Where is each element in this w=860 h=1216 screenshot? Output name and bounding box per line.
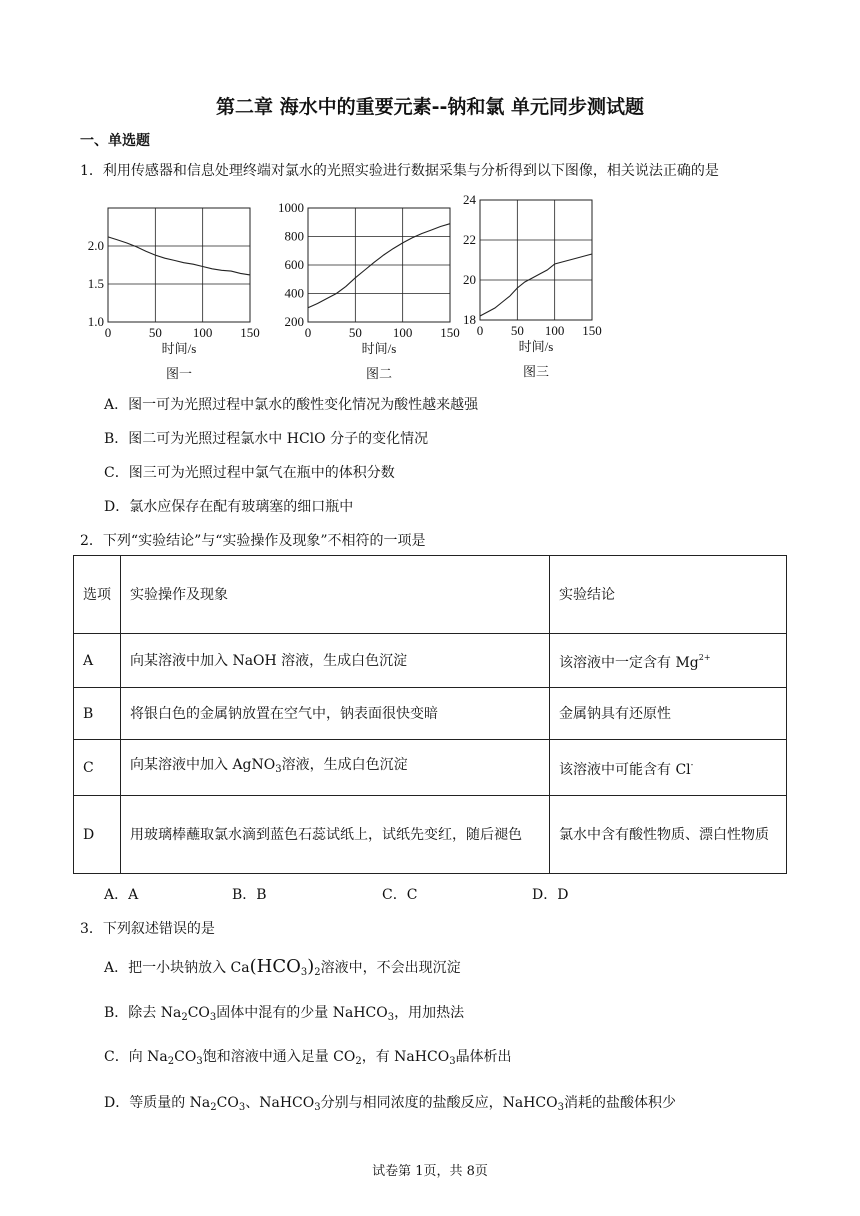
row-b-operation: 将银白色的金属钠放置在空气中，钠表面很快变暗 [121,688,550,740]
table-header-row [74,556,787,634]
q3-option-c[interactable]: C．向 $Na_2CO_3$饱和溶液中通入足量 $CO_2$，有 NaHCO$_3$晶体析出 [104,1049,512,1067]
header-conclusion: 实验结论 [550,556,787,634]
chart-1-ytick: 2.0 [87,238,104,253]
question-1-stem: 1．利用传感器和信息处理终端对氯水的光照实验进行数据采集与分析得到以下图像，相关说法正确的是 [80,163,719,179]
chart-1-xlabel: 时间/s [161,341,197,356]
q2-answer-d[interactable]: D．D [532,887,569,903]
experiment-table [73,555,787,874]
table-row [74,796,787,874]
row-c-operation: 向某溶液中加入 AgNO$_3$溶液，生成白色沉淀 [121,740,550,796]
chart-2-ytick: 600 [284,257,304,272]
chart-1-series-line [108,237,250,275]
q3-option-b[interactable]: B．除去 $Na_2CO_3$固体中混有的少量 NaHCO$_3$，用加热法 [104,1005,465,1023]
chart-2-xtick: 50 [348,325,362,340]
table-row [74,688,787,740]
page-title: 第二章 海水中的重要元素--钠和氯 单元同步测试题 [215,96,644,118]
chart-group [80,190,620,380]
chart-2-caption: 图二 [365,366,393,380]
chart-3-xtick: 100 [544,323,565,338]
chart-3-ytick: 18 [463,312,476,327]
chart-3-xlabel: 时间/s [518,339,554,354]
q3-option-a[interactable]: A．把一小块钠放入 $Ca(HCO_3)_2$溶液中，不会出现沉淀 [104,956,461,978]
table-row [74,740,787,796]
charts-svg [80,190,620,380]
chart-2-xtick: 0 [304,325,312,340]
chart-3-ytick: 20 [463,272,476,287]
section-heading: 一、单选题 [80,133,150,149]
chart-2-ytick: 800 [284,228,304,244]
chart-1-frame [108,208,250,322]
table-row [74,634,787,688]
chart-1-xtick: 100 [192,325,213,340]
chart-3-ytick: 24 [463,192,476,207]
header-option: 选项 [74,556,121,634]
row-b-label: B [74,688,121,740]
q3-option-d[interactable]: D．等质量的 $Na_2CO_3$、NaHCO$_3$分别与相同浓度的盐酸反应，NaHCO$_3$消耗的盐酸体积少 [104,1095,676,1113]
q1-option-b[interactable]: B．图二可为光照过程氯水中 HClO 分子的变化情况 [104,431,429,447]
q2-answer-a[interactable]: A．A [104,887,139,903]
chart-2-xlabel: 时间/s [361,341,397,356]
q1-option-c[interactable]: C．图三可为光照过程中氯气在瓶中的体积分数 [104,465,395,481]
chart-2-xtick: 100 [392,325,413,340]
row-a-label: A [74,634,121,688]
chart-3-xtick: 0 [476,323,484,338]
row-b-conclusion: 金属钠具有还原性 [550,688,787,740]
chart-1-ytick: 1.0 [87,314,104,329]
row-d-label: D [74,796,121,874]
chart-3-ytick: 22 [463,232,476,247]
chart-2-xtick: 150 [440,325,460,340]
chart-3-frame [480,200,592,320]
chart-1-ytick: 1.5 [87,276,104,291]
chart-1-xtick: 0 [104,325,112,340]
chart-2-ytick: 400 [284,285,304,301]
q2-answer-c[interactable]: C．C [382,887,418,903]
row-a-conclusion: 该溶液中一定含有 $Mg^{2+}$ [550,634,787,688]
chart-2-ytick: 200 [284,314,304,329]
row-c-label: C [74,740,121,796]
q1-option-d[interactable]: D．氯水应保存在配有玻璃塞的细口瓶中 [104,499,354,515]
row-c-conclusion: 该溶液中可能含有 Cl- [550,740,787,796]
page-footer: 试卷第 1页，共 8页 [372,1164,488,1179]
question-2-stem: 2．下列“实验结论”与“实验操作及现象”不相符的一项是 [80,533,426,549]
row-a-operation: 向某溶液中加入 NaOH 溶液，生成白色沉淀 [121,634,550,688]
chart-3-caption: 图三 [522,364,550,379]
chart-1-xtick: 150 [240,325,260,340]
chart-2-ytick: 1000 [278,200,304,215]
chart-3-series-line [480,254,592,316]
question-3-stem: 3．下列叙述错误的是 [80,921,215,937]
q2-answer-b[interactable]: B．B [232,887,267,903]
header-operation: 实验操作及现象 [121,556,550,634]
chart-1-xtick: 50 [148,325,162,340]
q1-option-a[interactable]: A．图一可为光照过程中氯水的酸性变化情况为酸性越来越强 [104,397,479,413]
chart-3-xtick: 150 [582,323,602,338]
chart-1-caption: 图一 [165,366,193,380]
chart-3-xtick: 50 [510,323,524,338]
row-d-conclusion: 氯水中含有酸性物质、漂白性物质 [550,796,787,874]
row-d-operation: 用玻璃棒蘸取氯水滴到蓝色石蕊试纸上，试纸先变红，随后褪色 [121,796,550,874]
